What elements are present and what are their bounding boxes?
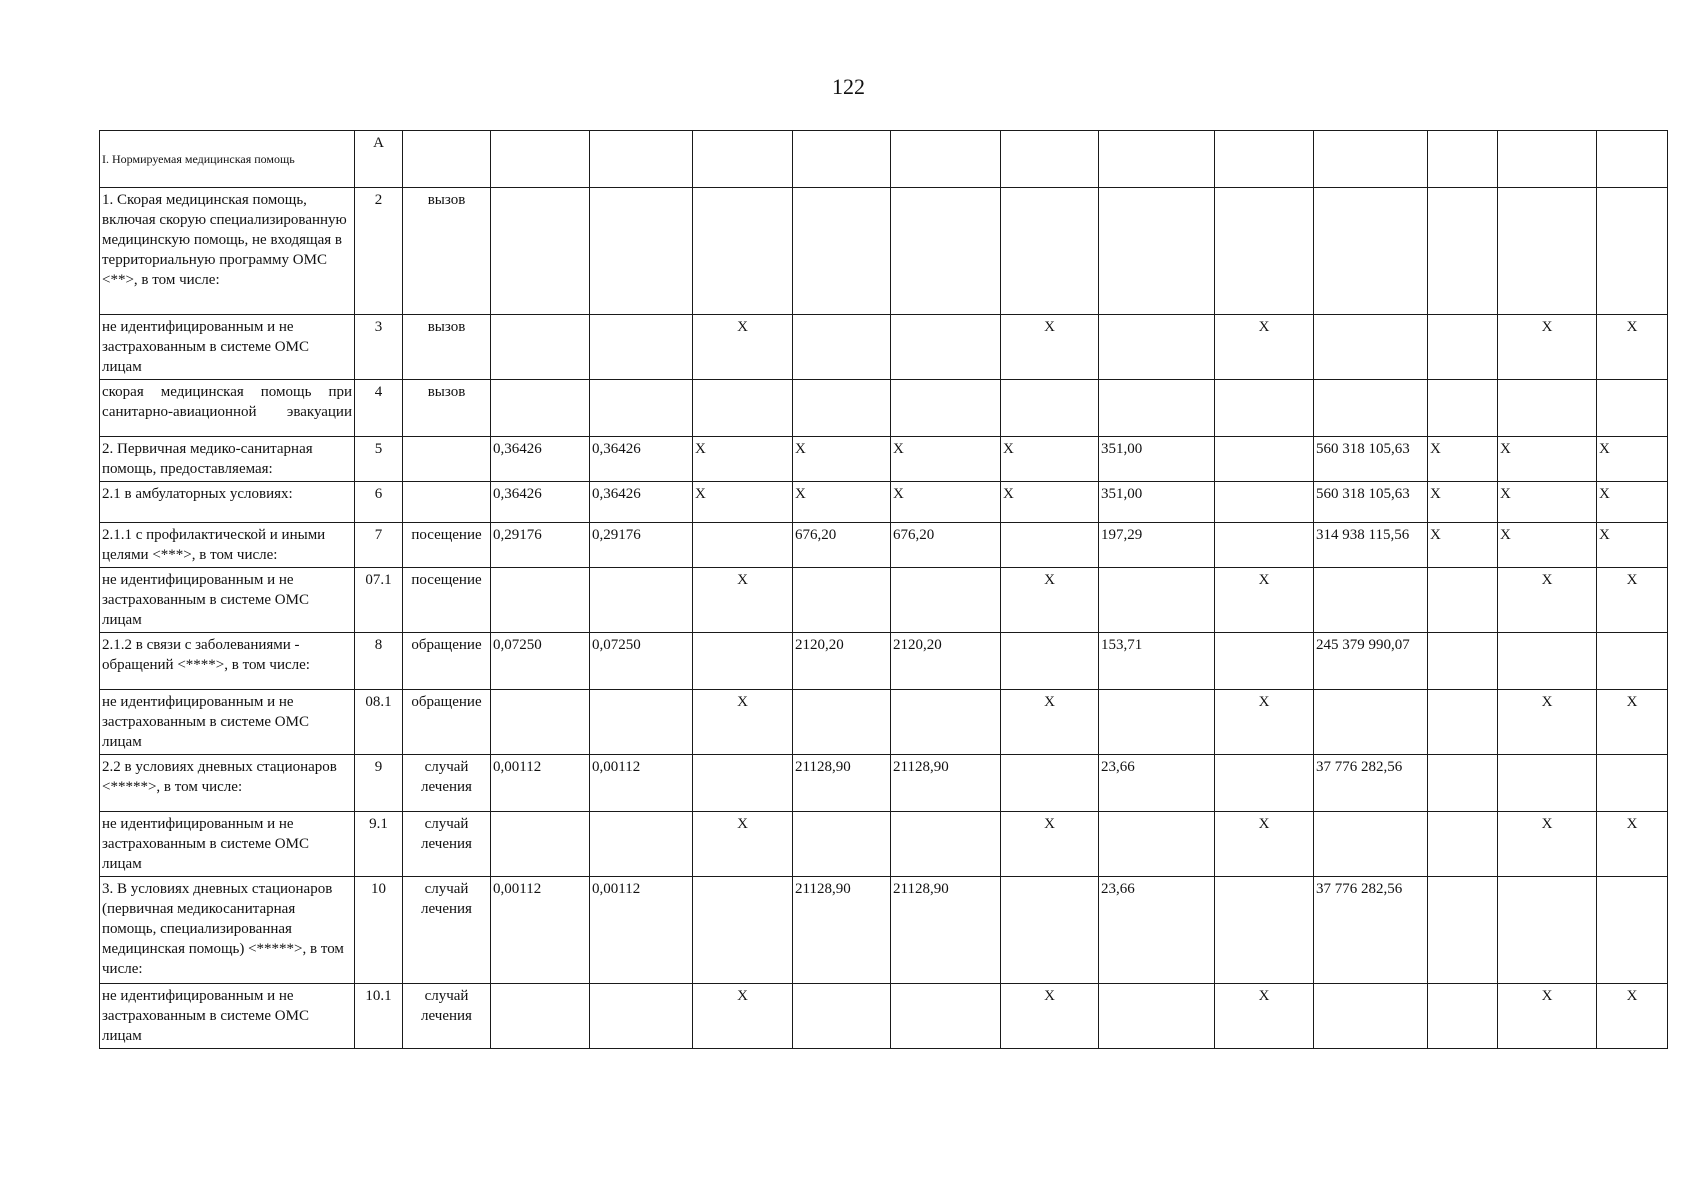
table-cell bbox=[1498, 877, 1597, 984]
row-name: 1. Скорая медицинская помощь, включая скорую специализированную медицинскую помощь, не входящая в территориальную программу ОМС <**>, в том числе: bbox=[100, 188, 355, 315]
table-cell bbox=[1314, 984, 1428, 1049]
table-cell bbox=[693, 633, 793, 690]
table-cell: X bbox=[891, 482, 1001, 523]
table-cell bbox=[590, 568, 693, 633]
table-cell bbox=[891, 984, 1001, 1049]
table-cell bbox=[1215, 633, 1314, 690]
row-name: 2.1.1 с профилактической и иными целями <***>, в том числе: bbox=[100, 523, 355, 568]
table-cell: 197,29 bbox=[1099, 523, 1215, 568]
table-cell bbox=[1314, 568, 1428, 633]
table-cell bbox=[1498, 131, 1597, 188]
table-cell: 23,66 bbox=[1099, 877, 1215, 984]
table-cell bbox=[1215, 188, 1314, 315]
table-cell: 351,00 bbox=[1099, 437, 1215, 482]
table-row bbox=[100, 482, 1668, 523]
row-code: 5 bbox=[355, 437, 403, 482]
row-code: 3 bbox=[355, 315, 403, 380]
table-cell: 21128,90 bbox=[793, 755, 891, 812]
row-name: 2.1.2 в связи с заболеваниями - обращений <****>, в том числе: bbox=[100, 633, 355, 690]
table-cell bbox=[491, 568, 590, 633]
table-cell bbox=[1001, 523, 1099, 568]
row-code: 7 bbox=[355, 523, 403, 568]
table-cell bbox=[1428, 690, 1498, 755]
table-row bbox=[100, 315, 1668, 380]
table-cell bbox=[1215, 523, 1314, 568]
table-cell bbox=[1597, 755, 1668, 812]
table-cell bbox=[1314, 131, 1428, 188]
table-cell bbox=[1597, 131, 1668, 188]
table-cell bbox=[1428, 633, 1498, 690]
table-row bbox=[100, 633, 1668, 690]
table-cell bbox=[1597, 877, 1668, 984]
table-cell bbox=[693, 380, 793, 437]
table-cell: 0,00112 bbox=[491, 877, 590, 984]
table-cell bbox=[793, 568, 891, 633]
table-cell bbox=[1099, 380, 1215, 437]
row-unit: случай лечения bbox=[403, 812, 491, 877]
table-cell: 676,20 bbox=[793, 523, 891, 568]
table-row bbox=[100, 755, 1668, 812]
table-cell: 351,00 bbox=[1099, 482, 1215, 523]
table-cell: 0,36426 bbox=[491, 437, 590, 482]
table-cell: X bbox=[1498, 523, 1597, 568]
table-cell: X bbox=[1498, 690, 1597, 755]
table-cell bbox=[1428, 877, 1498, 984]
table-cell bbox=[1001, 877, 1099, 984]
row-name: не идентифицированным и не застрахованным в системе ОМС лицам bbox=[100, 812, 355, 877]
row-code: А bbox=[355, 131, 403, 188]
table-cell: X bbox=[1001, 482, 1099, 523]
table-cell bbox=[693, 877, 793, 984]
page-number: 122 bbox=[832, 74, 865, 99]
table-cell: 153,71 bbox=[1099, 633, 1215, 690]
table-cell bbox=[1215, 437, 1314, 482]
table-cell bbox=[1215, 877, 1314, 984]
table-cell: X bbox=[1597, 812, 1668, 877]
table-cell bbox=[793, 188, 891, 315]
table-cell: 245 379 990,07 bbox=[1314, 633, 1428, 690]
table-cell bbox=[891, 315, 1001, 380]
table-cell: X bbox=[1428, 523, 1498, 568]
table-row bbox=[100, 877, 1668, 984]
table-cell: X bbox=[1428, 437, 1498, 482]
table-cell bbox=[590, 315, 693, 380]
row-name: скорая медицинская помощь при санитарно-авиационной эвакуации bbox=[100, 380, 355, 437]
row-unit bbox=[403, 131, 491, 188]
table-cell: 0,29176 bbox=[590, 523, 693, 568]
row-name: 2.1 в амбулаторных условиях: bbox=[100, 482, 355, 523]
table-cell: X bbox=[793, 482, 891, 523]
table-cell: 676,20 bbox=[891, 523, 1001, 568]
row-name: 3. В условиях дневных стационаров (первичная медикосанитарная помощь, специализированная медицинская помощь) <*****>, в том числе: bbox=[100, 877, 355, 984]
table-cell: X bbox=[1001, 984, 1099, 1049]
table-cell: X bbox=[1597, 690, 1668, 755]
table-cell bbox=[891, 380, 1001, 437]
table-cell bbox=[1314, 380, 1428, 437]
row-code: 9 bbox=[355, 755, 403, 812]
row-code: 2 bbox=[355, 188, 403, 315]
table-row bbox=[100, 188, 1668, 315]
table-cell: 560 318 105,63 bbox=[1314, 437, 1428, 482]
table-cell: X bbox=[1498, 984, 1597, 1049]
table-cell: 0,36426 bbox=[590, 437, 693, 482]
table-cell bbox=[1314, 315, 1428, 380]
table-cell bbox=[891, 188, 1001, 315]
table-cell: X bbox=[1215, 812, 1314, 877]
table-cell: 2120,20 bbox=[891, 633, 1001, 690]
table-cell bbox=[1597, 380, 1668, 437]
table-cell bbox=[491, 315, 590, 380]
table-cell: X bbox=[891, 437, 1001, 482]
row-code: 8 bbox=[355, 633, 403, 690]
table-cell bbox=[491, 984, 590, 1049]
table-cell: 2120,20 bbox=[793, 633, 891, 690]
table-cell bbox=[1099, 315, 1215, 380]
table-cell: 0,07250 bbox=[491, 633, 590, 690]
table-cell: X bbox=[1001, 315, 1099, 380]
table-cell bbox=[1001, 633, 1099, 690]
table-row bbox=[100, 380, 1668, 437]
table-cell: X bbox=[1597, 984, 1668, 1049]
table-cell bbox=[693, 523, 793, 568]
table-cell bbox=[1498, 755, 1597, 812]
table-cell: X bbox=[1215, 984, 1314, 1049]
table-cell: X bbox=[1001, 812, 1099, 877]
table-row bbox=[100, 568, 1668, 633]
row-name: не идентифицированным и не застрахованным в системе ОМС лицам bbox=[100, 984, 355, 1049]
table-cell: X bbox=[1597, 568, 1668, 633]
table-cell bbox=[1428, 380, 1498, 437]
row-name: 2.2 в условиях дневных стационаров <*****>, в том числе: bbox=[100, 755, 355, 812]
table-cell: X bbox=[693, 984, 793, 1049]
table-cell bbox=[1215, 755, 1314, 812]
table-cell bbox=[1099, 984, 1215, 1049]
table-cell bbox=[693, 755, 793, 812]
row-code: 07.1 bbox=[355, 568, 403, 633]
table-cell: X bbox=[1215, 568, 1314, 633]
table-cell bbox=[590, 188, 693, 315]
table-cell: X bbox=[1597, 482, 1668, 523]
row-unit: случай лечения bbox=[403, 755, 491, 812]
table-cell bbox=[1314, 188, 1428, 315]
table-cell bbox=[1099, 812, 1215, 877]
table-cell: X bbox=[1597, 315, 1668, 380]
table-row bbox=[100, 690, 1668, 755]
table-cell bbox=[590, 812, 693, 877]
table-cell bbox=[1428, 812, 1498, 877]
table-cell bbox=[793, 131, 891, 188]
table-cell bbox=[491, 131, 590, 188]
row-unit: случай лечения bbox=[403, 984, 491, 1049]
row-unit: посещение bbox=[403, 568, 491, 633]
table-cell: X bbox=[1597, 523, 1668, 568]
row-code: 08.1 bbox=[355, 690, 403, 755]
table-cell bbox=[891, 131, 1001, 188]
table-cell: 37 776 282,56 bbox=[1314, 755, 1428, 812]
table-cell bbox=[1099, 568, 1215, 633]
table-cell bbox=[1314, 812, 1428, 877]
table-cell bbox=[793, 380, 891, 437]
table-cell bbox=[1001, 188, 1099, 315]
table-cell bbox=[1215, 482, 1314, 523]
table-row bbox=[100, 984, 1668, 1049]
row-unit bbox=[403, 437, 491, 482]
row-unit: обращение bbox=[403, 633, 491, 690]
row-code: 4 bbox=[355, 380, 403, 437]
table-cell bbox=[1099, 131, 1215, 188]
table-cell bbox=[693, 131, 793, 188]
row-unit bbox=[403, 482, 491, 523]
table-cell: 0,36426 bbox=[590, 482, 693, 523]
table-cell: X bbox=[1215, 315, 1314, 380]
table-cell: X bbox=[693, 568, 793, 633]
row-code: 10 bbox=[355, 877, 403, 984]
table-cell bbox=[693, 188, 793, 315]
table-cell: X bbox=[693, 690, 793, 755]
table-row bbox=[100, 812, 1668, 877]
table-cell: X bbox=[1498, 482, 1597, 523]
table-cell: 560 318 105,63 bbox=[1314, 482, 1428, 523]
table-cell bbox=[793, 812, 891, 877]
table-cell: X bbox=[1498, 812, 1597, 877]
table-cell: 21128,90 bbox=[891, 755, 1001, 812]
table-cell: X bbox=[693, 437, 793, 482]
table-cell: X bbox=[693, 812, 793, 877]
row-unit: посещение bbox=[403, 523, 491, 568]
table-cell bbox=[491, 690, 590, 755]
table-cell bbox=[590, 380, 693, 437]
row-name: не идентифицированным и не застрахованным в системе ОМС лицам bbox=[100, 315, 355, 380]
table-cell: X bbox=[1498, 315, 1597, 380]
row-unit: вызов bbox=[403, 315, 491, 380]
table-row bbox=[100, 523, 1668, 568]
row-unit: вызов bbox=[403, 380, 491, 437]
row-name: не идентифицированным и не застрахованным в системе ОМС лицам bbox=[100, 690, 355, 755]
table-cell bbox=[1498, 188, 1597, 315]
table-cell bbox=[491, 188, 590, 315]
row-unit: обращение bbox=[403, 690, 491, 755]
row-unit: случай лечения bbox=[403, 877, 491, 984]
table-cell: X bbox=[1597, 437, 1668, 482]
table-cell bbox=[1215, 380, 1314, 437]
row-name: I. Нормируемая медицинская помощь bbox=[100, 131, 355, 188]
table-cell bbox=[891, 690, 1001, 755]
table-cell: 0,00112 bbox=[491, 755, 590, 812]
table-cell bbox=[1597, 188, 1668, 315]
table-cell bbox=[491, 812, 590, 877]
table-cell bbox=[891, 568, 1001, 633]
table-cell bbox=[491, 380, 590, 437]
table-cell: X bbox=[1498, 437, 1597, 482]
row-unit: вызов bbox=[403, 188, 491, 315]
table-cell: X bbox=[1215, 690, 1314, 755]
table-cell: 21128,90 bbox=[891, 877, 1001, 984]
table-row bbox=[100, 131, 1668, 188]
table-cell: X bbox=[1001, 437, 1099, 482]
table-cell: 0,00112 bbox=[590, 755, 693, 812]
table-row bbox=[100, 437, 1668, 482]
table-cell bbox=[590, 690, 693, 755]
row-code: 9.1 bbox=[355, 812, 403, 877]
table-cell bbox=[1001, 755, 1099, 812]
table-cell bbox=[793, 984, 891, 1049]
table-cell: X bbox=[693, 315, 793, 380]
table-cell bbox=[1498, 380, 1597, 437]
table-cell: X bbox=[693, 482, 793, 523]
table-cell: 0,36426 bbox=[491, 482, 590, 523]
row-code: 6 bbox=[355, 482, 403, 523]
table-cell: 0,00112 bbox=[590, 877, 693, 984]
table-cell bbox=[793, 690, 891, 755]
table-cell: X bbox=[793, 437, 891, 482]
table-cell: X bbox=[1001, 568, 1099, 633]
table-cell bbox=[1314, 690, 1428, 755]
table-cell bbox=[1099, 690, 1215, 755]
table-cell bbox=[1428, 755, 1498, 812]
table-cell bbox=[1428, 984, 1498, 1049]
table-cell bbox=[1498, 633, 1597, 690]
table-cell bbox=[1001, 380, 1099, 437]
table-cell bbox=[1001, 131, 1099, 188]
table-cell: X bbox=[1498, 568, 1597, 633]
row-name: 2. Первичная медико-санитарная помощь, предоставляемая: bbox=[100, 437, 355, 482]
table-cell: 0,07250 bbox=[590, 633, 693, 690]
table-cell: 23,66 bbox=[1099, 755, 1215, 812]
table-cell bbox=[1428, 188, 1498, 315]
table-cell: 21128,90 bbox=[793, 877, 891, 984]
row-name: не идентифицированным и не застрахованным в системе ОМС лицам bbox=[100, 568, 355, 633]
table-cell: 0,29176 bbox=[491, 523, 590, 568]
medical-care-table bbox=[99, 130, 1668, 1049]
table-cell: 314 938 115,56 bbox=[1314, 523, 1428, 568]
row-code: 10.1 bbox=[355, 984, 403, 1049]
table-cell bbox=[891, 812, 1001, 877]
table-cell bbox=[590, 984, 693, 1049]
table-cell bbox=[1428, 131, 1498, 188]
table-cell bbox=[1428, 568, 1498, 633]
table-cell bbox=[1428, 315, 1498, 380]
table-cell bbox=[793, 315, 891, 380]
table-cell bbox=[1215, 131, 1314, 188]
table-cell: X bbox=[1428, 482, 1498, 523]
table-cell: X bbox=[1001, 690, 1099, 755]
table-cell bbox=[1597, 633, 1668, 690]
table-cell: 37 776 282,56 bbox=[1314, 877, 1428, 984]
table-cell bbox=[590, 131, 693, 188]
table-cell bbox=[1099, 188, 1215, 315]
